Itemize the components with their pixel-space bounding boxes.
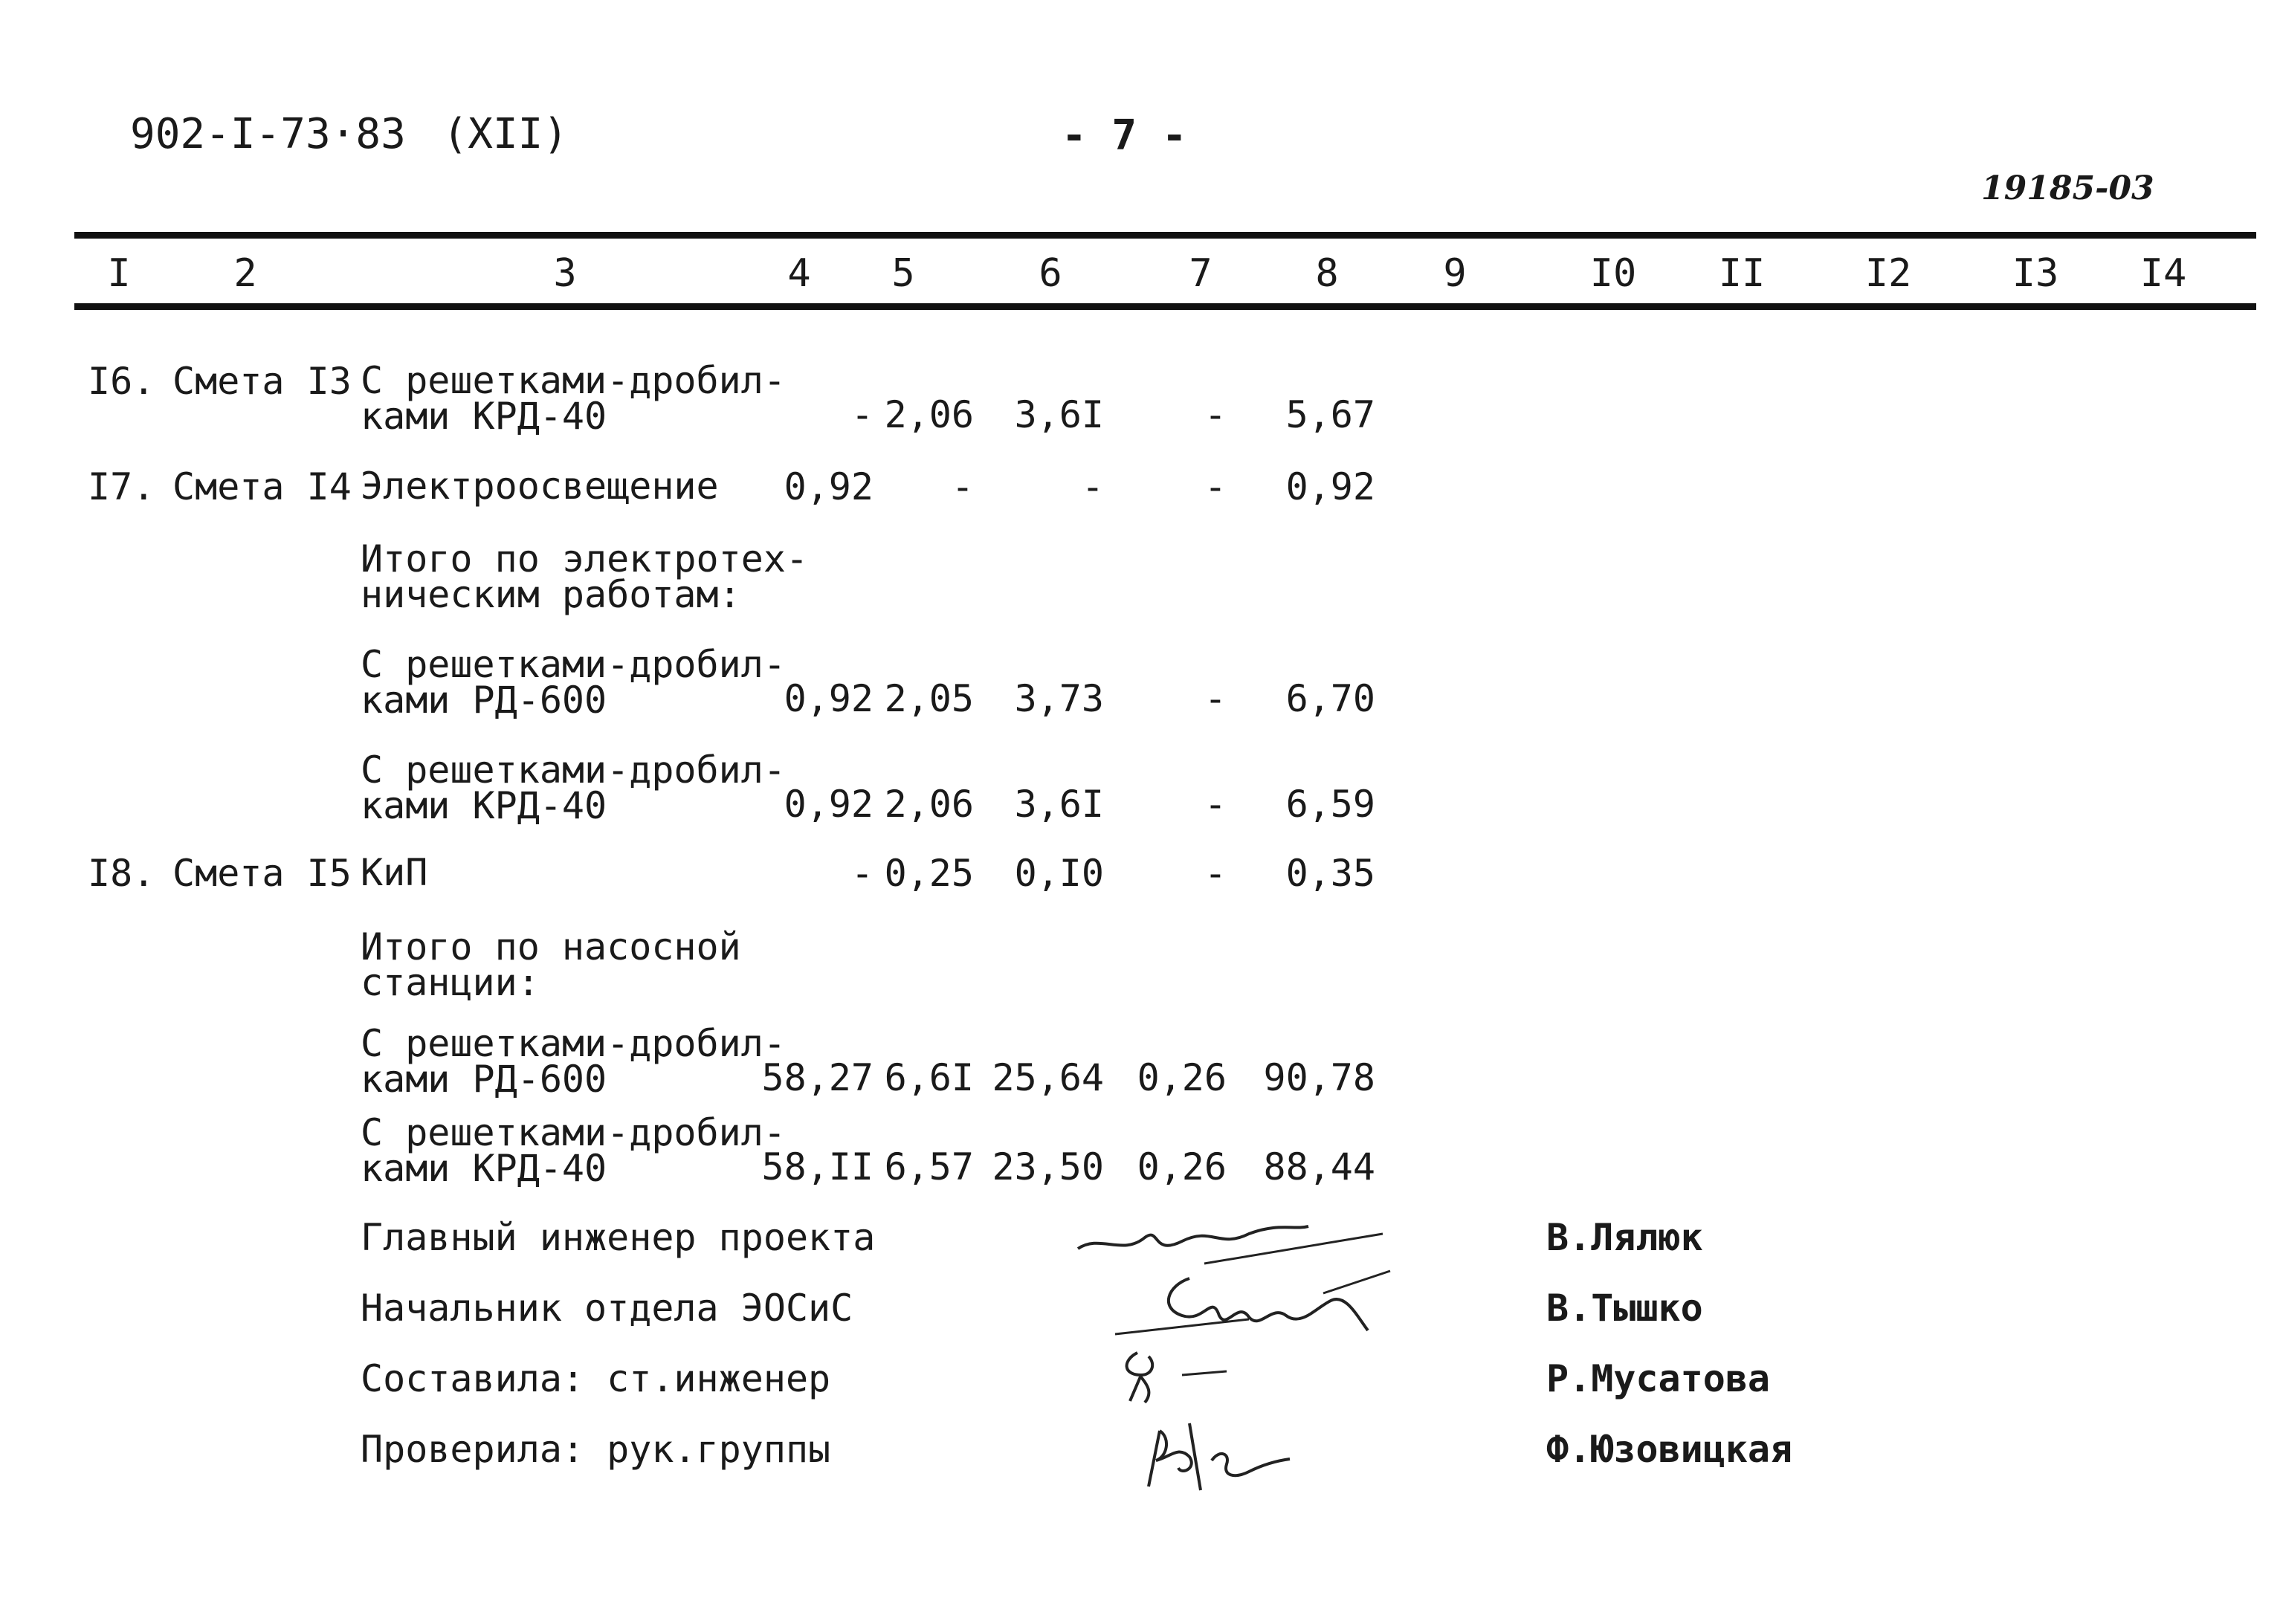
signature-role: Составила: ст.инженер [361, 1357, 831, 1400]
value-col-8: 0,92 [1285, 465, 1375, 508]
value-col-4: - [850, 852, 874, 895]
col-4: 4 [787, 251, 811, 296]
value-col-4: 0,92 [784, 677, 874, 720]
value-col-6: - [1081, 465, 1104, 508]
col-5: 5 [891, 251, 915, 296]
signature-role: Начальник отдела ЭОСиС [361, 1287, 853, 1330]
col-7: 7 [1189, 251, 1212, 296]
page-number: - 7 - [1062, 111, 1187, 160]
value-col-8: 6,70 [1285, 677, 1375, 720]
estimate-ref: Смета I3 [172, 360, 352, 403]
signature-role: Проверила: рук.группы [361, 1428, 831, 1471]
value-col-7: - [1204, 393, 1227, 436]
value-col-8: 90,78 [1263, 1056, 1375, 1099]
value-col-6: 3,6I [1014, 393, 1104, 436]
document-code [130, 110, 568, 158]
col-10: I0 [1589, 251, 1637, 296]
col-2: 2 [233, 251, 257, 296]
value-col-7: - [1204, 677, 1227, 720]
value-col-6: 3,6I [1014, 783, 1104, 826]
value-col-4: 58,II [761, 1145, 874, 1188]
handwritten-signature [1137, 1416, 1301, 1498]
value-col-5: 6,57 [884, 1145, 974, 1188]
value-col-8: 6,59 [1285, 783, 1375, 826]
signature-name: В.Тышко [1546, 1287, 1703, 1330]
handwritten-signature [1108, 1342, 1256, 1408]
col-12: I2 [1864, 251, 1912, 296]
signature-name: Р.Мусатова [1546, 1357, 1771, 1400]
row-number: I6. [88, 360, 155, 403]
value-col-4: 58,27 [761, 1056, 874, 1099]
value-col-4: 0,92 [784, 465, 874, 508]
value-col-6: 3,73 [1014, 677, 1104, 720]
signature-name: Ф.Юзовицкая [1546, 1428, 1793, 1471]
row-number: I7. [88, 465, 155, 508]
value-col-7: - [1204, 783, 1227, 826]
archive-stamp: 19185-03 [1981, 169, 2154, 207]
value-col-6: 25,64 [992, 1056, 1104, 1099]
row-number: I8. [88, 852, 155, 895]
col-8: 8 [1315, 251, 1339, 296]
row-description: С решетками-дробил- ками РД-600 [361, 1022, 786, 1101]
handwritten-signature [1100, 1264, 1398, 1345]
value-col-4: 0,92 [784, 783, 874, 826]
row-description: Электроосвещение [361, 465, 719, 508]
table-top-rule [74, 232, 2256, 239]
value-col-5: - [951, 465, 974, 508]
col-6: 6 [1039, 251, 1062, 296]
table-header-rule [74, 303, 2256, 310]
col-11: II [1718, 251, 1766, 296]
value-col-8: 0,35 [1285, 852, 1375, 895]
col-9: 9 [1443, 251, 1467, 296]
col-1: I [107, 251, 131, 296]
col-13: I3 [2012, 251, 2059, 296]
value-col-8: 5,67 [1285, 393, 1375, 436]
value-col-7: 0,26 [1137, 1145, 1227, 1188]
value-col-6: 23,50 [992, 1145, 1104, 1188]
value-col-6: 0,I0 [1014, 852, 1104, 895]
col-14: I4 [2140, 251, 2187, 296]
handwritten-signature [1071, 1204, 1398, 1271]
value-col-5: 6,6I [884, 1056, 974, 1099]
value-col-4: - [850, 393, 874, 436]
doc-series: (XII) [442, 110, 569, 158]
value-col-5: 2,05 [884, 677, 974, 720]
doc-code: 902-I-73·83 [130, 110, 406, 158]
row-description: С решетками-дробил- ками КРД-40 [361, 748, 786, 827]
row-description: С решетками-дробил- ками КРД-40 [361, 1111, 786, 1190]
row-description: С решетками-дробил- ками КРД-40 [361, 359, 786, 438]
row-description: С решетками-дробил- ками РД-600 [361, 643, 786, 722]
value-col-8: 88,44 [1263, 1145, 1375, 1188]
value-col-5: 0,25 [884, 852, 974, 895]
estimate-ref: Смета I4 [172, 465, 352, 508]
value-col-5: 2,06 [884, 783, 974, 826]
row-description: Итого по электротех- ническим работам: [361, 537, 809, 616]
value-col-7: - [1204, 465, 1227, 508]
col-3: 3 [553, 251, 577, 296]
signature-name: В.Лялюк [1546, 1216, 1703, 1259]
signature-role: Главный инженер проекта [361, 1216, 876, 1259]
row-description: КиП [361, 851, 428, 894]
value-col-7: - [1204, 852, 1227, 895]
row-description: Итого по насосной станции: [361, 925, 741, 1004]
value-col-7: 0,26 [1137, 1056, 1227, 1099]
estimate-ref: Смета I5 [172, 852, 352, 895]
value-col-5: 2,06 [884, 393, 974, 436]
